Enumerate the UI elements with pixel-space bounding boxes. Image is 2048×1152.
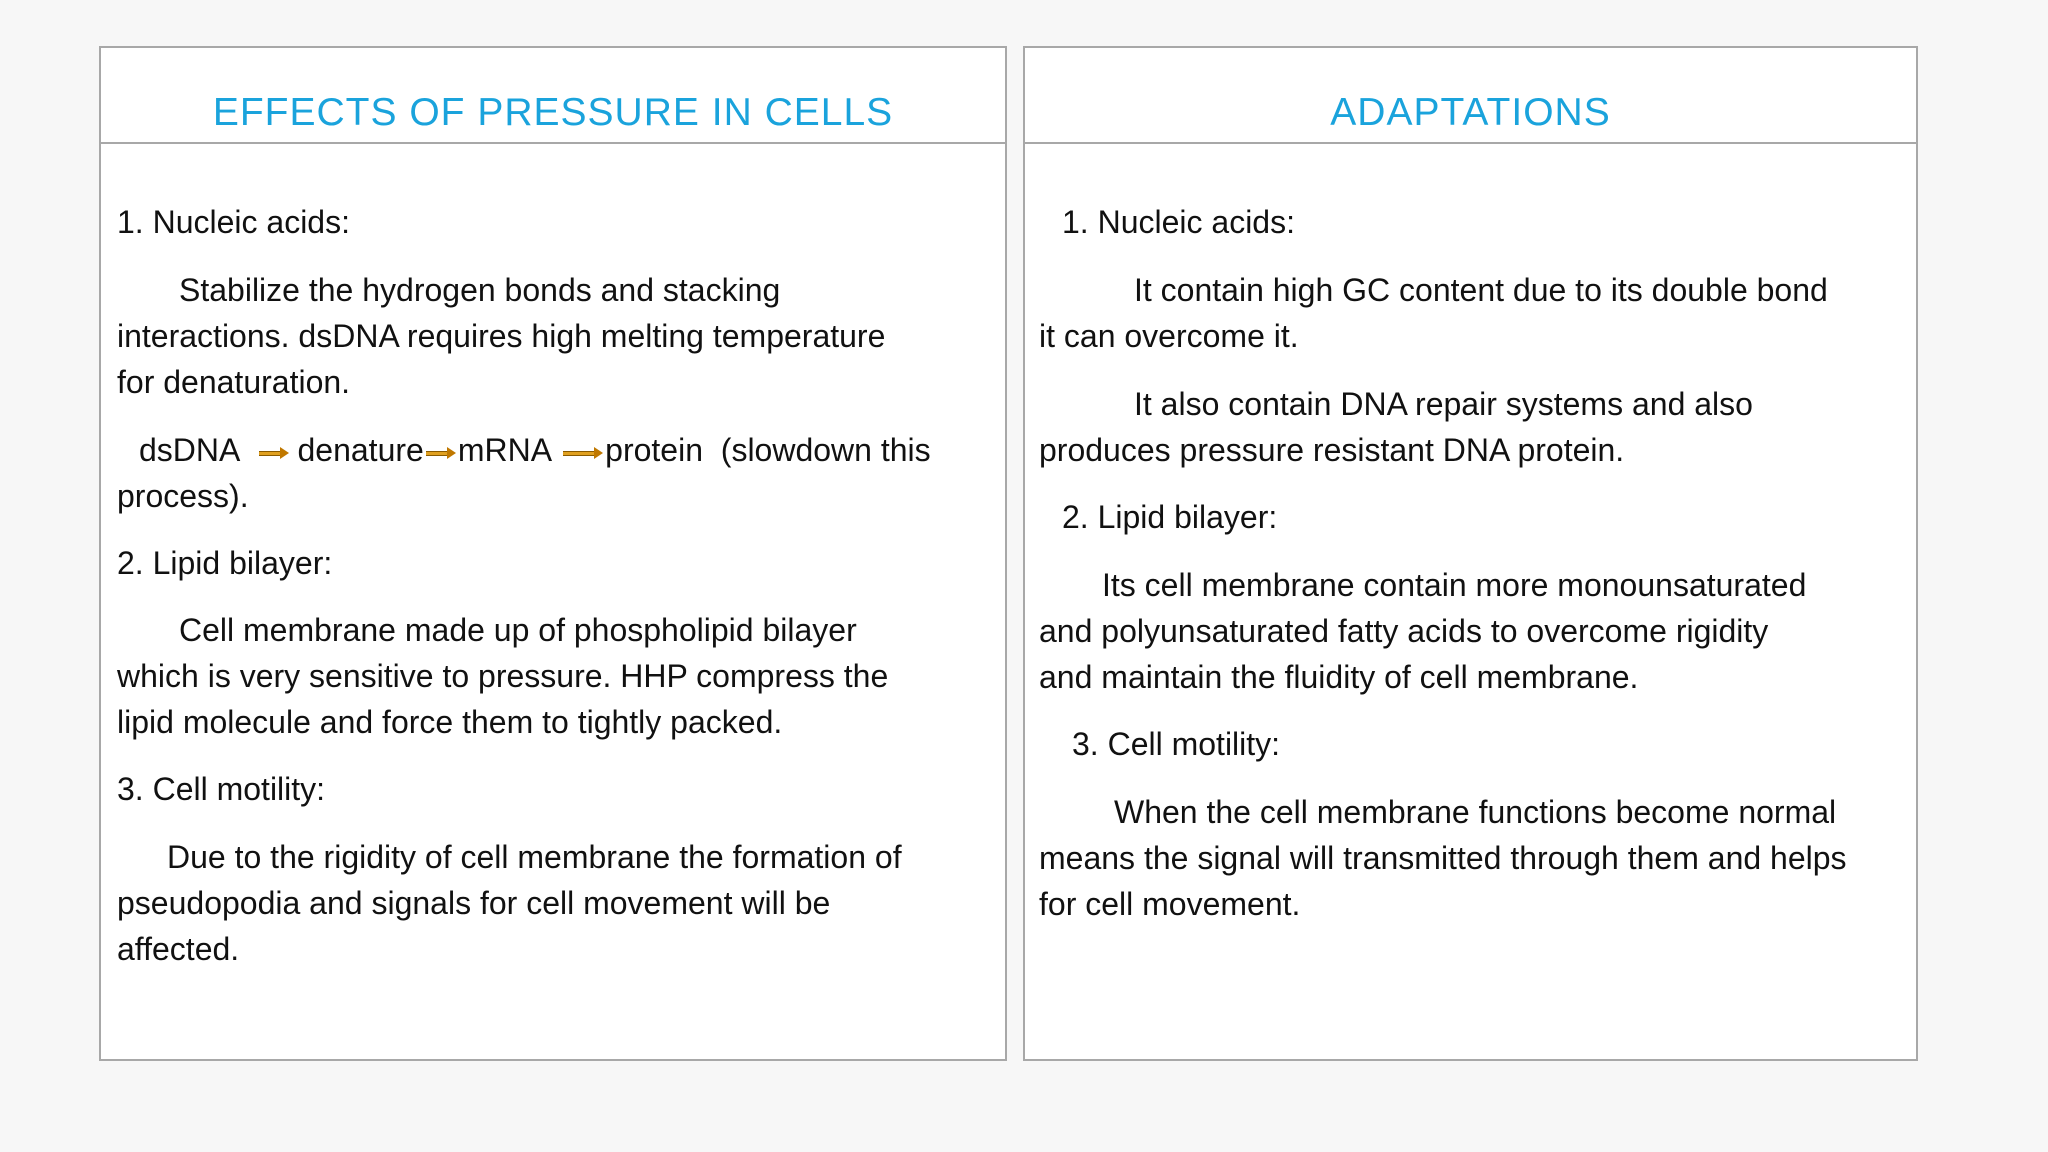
effects-panel — [99, 46, 1007, 1061]
right-arrow-icon — [259, 446, 289, 460]
right-lipid-p1: Its cell membrane contain more monounsaturated — [1102, 567, 1807, 603]
right-nucleic-p4: produces pressure resistant DNA protein. — [1039, 432, 1625, 468]
right-lipid-p2: and polyunsaturated fatty acids to overcome rigidity — [1039, 613, 1769, 649]
flow-step-protein: protein — [605, 432, 703, 468]
left-lipid-p2: which is very sensitive to pressure. HHP compress the — [117, 658, 889, 694]
adaptations-title: ADAPTATIONS — [1330, 91, 1611, 134]
right-arrow-icon — [563, 446, 603, 460]
right-nucleic-p3: It also contain DNA repair systems and also — [1134, 386, 1753, 422]
effects-panel-header — [101, 48, 1005, 144]
left-flow-line — [139, 430, 931, 470]
left-nucleic-heading: 1. Nucleic acids: — [117, 204, 350, 240]
left-motility-p2: pseudopodia and signals for cell movement will be — [117, 885, 831, 921]
flow-step-dsdna: dsDNA — [139, 432, 239, 468]
right-motility-p3: for cell movement. — [1039, 886, 1301, 922]
right-nucleic-heading: 1. Nucleic acids: — [1062, 204, 1295, 240]
adaptations-panel — [1023, 46, 1918, 1061]
left-motility-p1: Due to the rigidity of cell membrane the formation of — [167, 839, 902, 875]
effects-title: EFFECTS OF PRESSURE IN CELLS — [212, 91, 894, 134]
right-motility-p1: When the cell membrane functions become normal — [1114, 794, 1837, 830]
flow-note: (slowdown this — [720, 432, 931, 468]
left-lipid-p1: Cell membrane made up of phospholipid bilayer — [179, 612, 857, 648]
left-nucleic-p3: for denaturation. — [117, 364, 351, 400]
adaptations-panel-header — [1025, 48, 1916, 144]
right-lipid-p3: and maintain the fluidity of cell membrane. — [1039, 659, 1639, 695]
right-motility-heading: 3. Cell motility: — [1072, 726, 1281, 762]
right-motility-p2: means the signal will transmitted through them and helps — [1039, 840, 1847, 876]
left-flow-cont: process). — [117, 478, 249, 514]
left-motility-p3: affected. — [117, 931, 240, 967]
left-motility-heading: 3. Cell motility: — [117, 771, 326, 807]
right-arrow-icon — [426, 446, 456, 460]
left-nucleic-p1: Stabilize the hydrogen bonds and stacking — [179, 272, 781, 308]
left-nucleic-p2: interactions. dsDNA requires high melting temperature — [117, 318, 886, 354]
flow-step-denature: denature — [297, 432, 424, 468]
left-lipid-heading: 2. Lipid bilayer: — [117, 545, 333, 581]
right-nucleic-p2: it can overcome it. — [1039, 318, 1299, 354]
right-nucleic-p1: It contain high GC content due to its double bond — [1134, 272, 1828, 308]
flow-step-mrna: mRNA — [457, 432, 551, 468]
left-lipid-p3: lipid molecule and force them to tightly packed. — [117, 704, 783, 740]
right-lipid-heading: 2. Lipid bilayer: — [1062, 499, 1278, 535]
